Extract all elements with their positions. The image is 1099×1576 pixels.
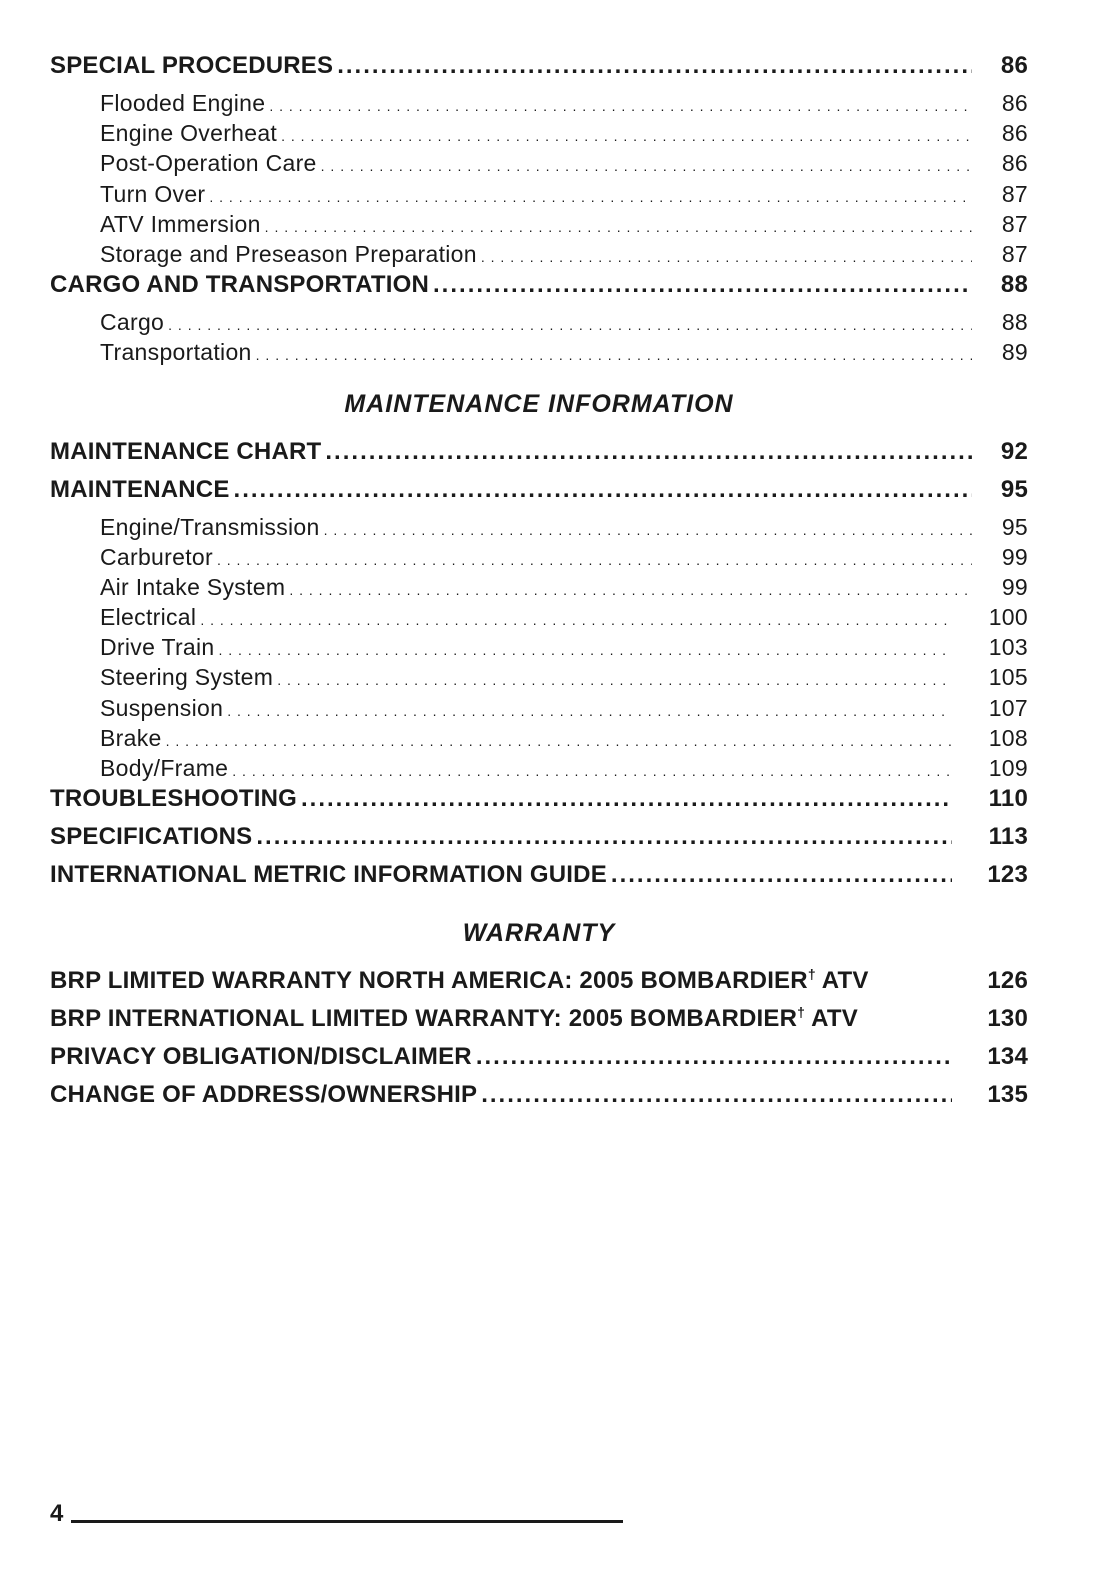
toc-entry-page: 109 [988, 755, 1028, 781]
toc-entry[interactable] [50, 1081, 1028, 1119]
dot-leader [289, 582, 972, 598]
maintenance-entries-list [50, 438, 1028, 900]
toc-entry-page: 99 [1001, 543, 1028, 570]
toc-entry-page: 87 [1001, 210, 1028, 237]
toc-subentry[interactable] [50, 664, 1028, 694]
toc-entry-title: Turn Over [100, 180, 206, 207]
toc-entry[interactable] [50, 1005, 1028, 1043]
toc-entry-page: 95 [1001, 513, 1028, 540]
toc-entry[interactable] [50, 823, 1028, 861]
toc-entry[interactable] [50, 861, 1028, 899]
toc-entry[interactable] [50, 785, 1028, 823]
dot-leader [232, 763, 952, 779]
section-title-warranty: WARRANTY [462, 919, 616, 948]
dot-leader [476, 1043, 952, 1071]
dot-leader [481, 1081, 952, 1109]
toc-subentry[interactable] [50, 544, 1028, 574]
toc-entry-page: 134 [987, 1043, 1028, 1071]
dot-leader [481, 249, 972, 265]
toc-entry-page: 113 [988, 823, 1028, 851]
toc-entry[interactable] [50, 476, 1028, 514]
toc-subentry[interactable] [50, 120, 1028, 150]
toc-subentry[interactable] [50, 574, 1028, 604]
toc-entry-title: Steering System [100, 664, 274, 691]
dot-leader [265, 219, 972, 235]
toc-entry-title: Carburetor [100, 543, 213, 570]
toc-entry-title: SPECIAL PROCEDURES [50, 52, 334, 79]
toc-entry-page: 86 [1001, 120, 1028, 147]
toc-subentry[interactable] [50, 604, 1028, 634]
toc-entry-page: 87 [1001, 240, 1028, 267]
dot-leader [227, 703, 952, 719]
toc-entry-title: Cargo [100, 309, 165, 336]
toc-entry-page: 87 [1001, 180, 1028, 207]
toc-entry-title: Electrical [100, 604, 197, 631]
footer-rule [71, 1520, 623, 1523]
toc-entry-page: 88 [1000, 271, 1028, 299]
toc-entry-page: 107 [988, 694, 1028, 721]
section-title-maintenance-information: MAINTENANCE INFORMATION [344, 389, 734, 418]
toc-entry[interactable] [50, 438, 1028, 476]
toc-entry-title: Transportation [100, 339, 252, 366]
dot-leader [281, 128, 972, 144]
top-entries-list [50, 52, 1028, 370]
toc-entry-title: TROUBLESHOOTING [50, 785, 297, 813]
toc-subentry[interactable] [50, 211, 1028, 241]
toc-entry-title: MAINTENANCE CHART [50, 437, 322, 465]
toc-subentry[interactable] [50, 725, 1028, 755]
toc-subentry[interactable] [50, 755, 1028, 785]
toc-subentry[interactable] [50, 241, 1028, 271]
toc-entry-page: 92 [1000, 437, 1028, 465]
toc-entry-title: Storage and Preseason Preparation [100, 240, 477, 267]
toc-subentry[interactable] [50, 339, 1028, 369]
toc-entry-page: 95 [1000, 475, 1028, 503]
dot-leader [168, 317, 972, 333]
toc-entry-page: 86 [1001, 150, 1028, 177]
toc-subentry[interactable] [50, 181, 1028, 211]
toc-entry-title: Body/Frame [100, 755, 229, 781]
toc-entry-page: 86 [1001, 90, 1028, 116]
dot-leader [209, 189, 972, 205]
toc-entry-title: Suspension [100, 694, 224, 721]
dot-leader [200, 612, 952, 628]
toc-entry-title: SPECIFICATIONS [50, 823, 253, 851]
toc-entry-title: Flooded Engine [100, 90, 266, 116]
page-footer [50, 1500, 623, 1528]
warranty-entries-list [50, 967, 1028, 1119]
toc-entry-title: ATV Immersion [100, 210, 261, 237]
toc-entry-title: INTERNATIONAL METRIC INFORMATION GUIDE [50, 861, 607, 889]
toc-entry-title: MAINTENANCE [50, 475, 230, 503]
toc-entry-title: BRP INTERNATIONAL LIMITED WARRANTY: 2005 BOMBARDIER† ATV [50, 1004, 858, 1033]
toc-subentry[interactable] [50, 695, 1028, 725]
toc-entry-page: 99 [1001, 573, 1028, 600]
toc-entry-title: Engine Overheat [100, 120, 278, 147]
dot-leader [611, 861, 952, 889]
dot-leader [325, 438, 972, 466]
toc-entry-page: 89 [1001, 339, 1028, 366]
toc-entry-title: Engine/Transmission [100, 513, 320, 540]
toc-subentry[interactable] [50, 150, 1028, 180]
toc-entry-page: 88 [1001, 309, 1028, 336]
toc-subentry[interactable] [50, 90, 1028, 120]
toc-entry-title: BRP LIMITED WARRANTY NORTH AMERICA: 2005 BOMBARDIER† ATV [50, 966, 869, 995]
toc-entry[interactable] [50, 52, 1028, 90]
toc-subentry[interactable] [50, 634, 1028, 664]
toc-subentry[interactable] [50, 309, 1028, 339]
dot-leader [321, 158, 972, 174]
toc-entry-page: 123 [987, 861, 1028, 889]
dot-leader [166, 733, 952, 749]
table-of-contents [50, 52, 1028, 1119]
dot-leader [277, 672, 952, 688]
toc-entry[interactable] [50, 1043, 1028, 1081]
toc-entry-page: 130 [987, 1005, 1028, 1033]
dot-leader [256, 823, 952, 851]
dot-leader [301, 785, 952, 813]
dot-leader [269, 98, 972, 114]
toc-entry-page: 105 [988, 664, 1028, 691]
toc-entry-title: CARGO AND TRANSPORTATION [50, 271, 430, 299]
dot-leader [256, 347, 972, 363]
toc-entry[interactable] [50, 967, 1028, 1005]
toc-entry-page: 126 [987, 967, 1028, 995]
dot-leader [219, 642, 953, 658]
toc-entry-page: 110 [988, 785, 1028, 813]
toc-entry-page: 108 [988, 724, 1028, 751]
toc-entry-title: PRIVACY OBLIGATION/DISCLAIMER [50, 1043, 472, 1071]
dot-leader [324, 522, 972, 538]
toc-entry-page: 100 [988, 604, 1028, 631]
dot-leader [234, 476, 972, 504]
dot-leader [337, 52, 972, 80]
toc-entry-title: Brake [100, 724, 162, 751]
toc-entry-page: 135 [987, 1081, 1028, 1109]
toc-entry[interactable] [50, 271, 1028, 309]
toc-entry-title: Drive Train [100, 634, 215, 661]
toc-entry-page: 103 [988, 634, 1028, 661]
toc-subentry[interactable] [50, 514, 1028, 544]
page-number: 4 [50, 1500, 64, 1527]
toc-entry-page: 86 [1000, 52, 1028, 79]
dot-leader [433, 271, 972, 299]
toc-entry-title: Air Intake System [100, 573, 286, 600]
dot-leader [217, 552, 972, 568]
toc-entry-title: CHANGE OF ADDRESS/OWNERSHIP [50, 1081, 478, 1109]
toc-entry-title: Post-Operation Care [100, 150, 317, 177]
